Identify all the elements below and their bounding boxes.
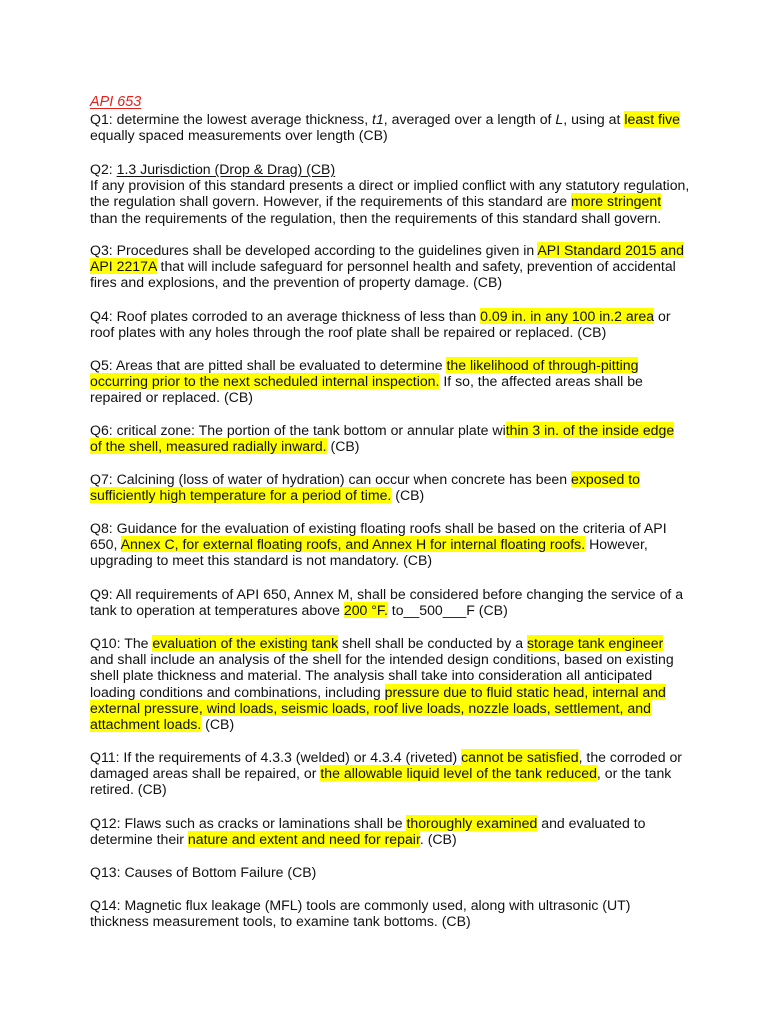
question-11 bbox=[90, 749, 682, 798]
highlight: of the shell, measured radially inward. bbox=[90, 438, 327, 455]
question-9-line-2: tank to operation at temperatures above 200 °F. to__500___F (CB) bbox=[90, 602, 508, 619]
question-10-line-3: shell plate thickness and material. The analysis shall take into consideration all anticipated bbox=[90, 667, 653, 684]
question-5-line-2: occurring prior to the next scheduled internal inspection. If so, the affected areas shall be bbox=[90, 373, 643, 390]
question-12-line-1: Q12: Flaws such as cracks or laminations shall be thoroughly examined and evaluated to bbox=[90, 815, 646, 831]
question-5 bbox=[90, 357, 643, 406]
highlight: least five bbox=[624, 111, 680, 127]
highlight: sufficiently high temperature for a period of time. bbox=[90, 487, 392, 504]
question-11-line-2: damaged areas shall be repaired, or the allowable liquid level of the tank reduced, or the tank bbox=[90, 765, 672, 782]
question-9-line-1: Q9: All requirements of API 650, Annex M, shall be considered before changing the service of a bbox=[90, 586, 684, 602]
question-1-line-1: Q1: determine the lowest average thickness, t1, averaged over a length of L, using at least five bbox=[90, 111, 680, 127]
question-10-line-2: and shall include an analysis of the shell for the intended design conditions, based on existing bbox=[90, 651, 674, 668]
question-9 bbox=[90, 586, 683, 618]
highlight: exposed to bbox=[571, 471, 640, 487]
highlight: 200 °F. bbox=[343, 602, 388, 619]
question-11-line-3: retired. (CB) bbox=[90, 781, 167, 798]
highlight: API Standard 2015 and bbox=[537, 242, 684, 258]
question-13 bbox=[90, 864, 316, 880]
question-12 bbox=[90, 815, 645, 847]
highlight: thin 3 in. of the inside edge bbox=[505, 422, 675, 438]
highlight: pressure due to fluid static head, internal and bbox=[384, 683, 666, 700]
question-13-line-1: Q13: Causes of Bottom Failure (CB) bbox=[90, 864, 317, 880]
question-14-line-1: Q14: Magnetic flux leakage (MFL) tools are commonly used, along with ultrasonic (UT) bbox=[90, 897, 631, 913]
highlight: storage tank engineer bbox=[526, 635, 664, 651]
highlight: attachment loads. bbox=[90, 716, 202, 733]
question-1-line-2: equally spaced measurements over length (CB) bbox=[90, 127, 388, 144]
highlight: the allowable liquid level of the tank reduced bbox=[320, 765, 597, 782]
highlight: Annex C, for external floating roofs, and Annex H for internal floating roofs. bbox=[120, 536, 586, 553]
question-7 bbox=[90, 471, 640, 503]
question-3-line-3: fires and explosions, and the prevention of property damage. (CB) bbox=[90, 274, 503, 291]
highlight: cannot be satisfied bbox=[461, 749, 579, 765]
document-title: API 653 bbox=[90, 94, 142, 110]
question-8-line-1: Q8: Guidance for the evaluation of existing floating roofs shall be based on the criteria of API bbox=[90, 520, 667, 536]
question-4 bbox=[90, 308, 671, 340]
highlight: API 2217A bbox=[90, 258, 157, 275]
question-10-line-6: attachment loads. (CB) bbox=[90, 716, 235, 733]
question-2 bbox=[90, 161, 689, 226]
question-14-line-2: thickness measurement tools, to examine tank bottoms. (CB) bbox=[90, 913, 471, 930]
highlight: occurring prior to the next scheduled internal inspection. bbox=[90, 373, 440, 390]
question-2-line-3: the regulation shall govern. However, if the requirements of this standard are more stringent bbox=[90, 193, 662, 210]
question-8-line-3: upgrading to meet this standard is not mandatory. (CB) bbox=[90, 552, 433, 569]
question-10 bbox=[90, 635, 674, 732]
question-7-line-2: sufficiently high temperature for a period of time. (CB) bbox=[90, 487, 425, 504]
question-12-line-2: determine their nature and extent and need for repair. (CB) bbox=[90, 831, 457, 848]
highlight: external pressure, wind loads, seismic loads, roof live loads, nozzle loads, settlement, and bbox=[90, 699, 651, 716]
question-5-line-1: Q5: Areas that are pitted shall be evaluated to determine the likelihood of through-pitting bbox=[90, 357, 639, 373]
question-10-line-1: Q10: The evaluation of the existing tank shell shall be conducted by a storage tank engineer bbox=[90, 635, 664, 651]
question-6-line-1: Q6: critical zone: The portion of the tank bottom or annular plate within 3 in. of the inside edge bbox=[90, 422, 675, 438]
highlight: thoroughly examined bbox=[406, 815, 538, 831]
question-4-line-1: Q4: Roof plates corroded to an average thickness of less than 0.09 in. in any 100 in.2 area or bbox=[90, 308, 671, 324]
question-6 bbox=[90, 422, 674, 454]
question-11-line-1: Q11: If the requirements of 4.3.3 (welded) or 4.3.4 (riveted) cannot be satisfied, the corroded or bbox=[90, 749, 683, 765]
section-heading: 1.3 Jurisdiction (Drop & Drag) (CB) bbox=[116, 161, 336, 177]
question-2-line-4: than the requirements of the regulation, then the requirements of this standard shall govern. bbox=[90, 209, 662, 226]
question-8 bbox=[90, 520, 667, 569]
highlight: evaluation of the existing tank bbox=[152, 635, 339, 651]
question-6-line-2: of the shell, measured radially inward. (CB) bbox=[90, 438, 360, 455]
question-2-line-1: Q2: 1.3 Jurisdiction (Drop & Drag) (CB) bbox=[90, 161, 336, 177]
question-10-line-5 bbox=[90, 700, 674, 716]
question-5-line-3: repaired or replaced. (CB) bbox=[90, 389, 253, 406]
question-2-line-2: If any provision of this standard presents a direct or implied conflict with any statutory regulation, bbox=[90, 177, 690, 194]
question-14 bbox=[90, 897, 630, 929]
question-3 bbox=[90, 242, 684, 291]
question-3-line-1: Q3: Procedures shall be developed according to the guidelines given in API Standard 2015 and bbox=[90, 242, 684, 258]
question-4-line-2: roof plates with any holes through the roof plate shall be repaired or replaced. (CB) bbox=[90, 324, 607, 341]
question-7-line-1: Q7: Calcining (loss of water of hydration) can occur when concrete has been exposed to bbox=[90, 471, 640, 487]
highlight: the likelihood of through-pitting bbox=[446, 357, 639, 373]
highlight: more stringent bbox=[571, 193, 662, 210]
highlight: nature and extent and need for repair bbox=[187, 831, 420, 848]
question-10-line-4: loading conditions and combinations, including pressure due to fluid static head, internal and bbox=[90, 683, 666, 700]
highlight: 0.09 in. in any 100 in.2 area bbox=[480, 308, 655, 324]
question-3-line-2: API 2217A that will include safeguard for personnel health and safety, prevention of accidental bbox=[90, 258, 676, 275]
question-1 bbox=[90, 111, 680, 143]
question-8-line-2: 650, Annex C, for external floating roofs, and Annex H for internal floating roofs. However, bbox=[90, 536, 648, 553]
